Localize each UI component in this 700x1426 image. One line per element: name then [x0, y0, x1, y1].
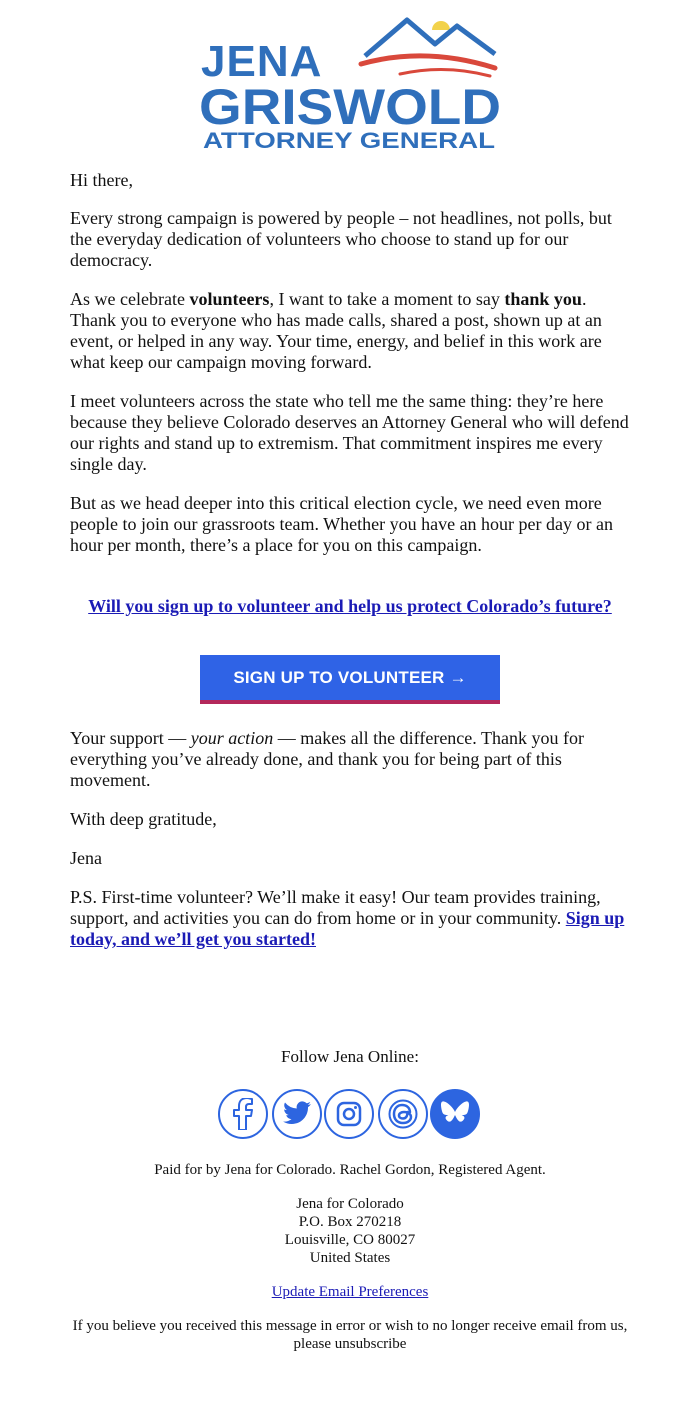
p2-text-c: , I want to take a moment to say — [269, 289, 505, 309]
threads-icon[interactable] — [378, 1089, 428, 1139]
paragraph-3: I meet volunteers across the state who tell me the same thing: they’re here because they believe Colorado deserves an Attorney General who will defend our rights and stand up to extremism. That commitment inspires me every single day. — [70, 391, 629, 474]
ps-signup-link[interactable]: Sign up today, and we’ll get you started! — [70, 908, 625, 949]
paragraph-4: But as we head deeper into this critical election cycle, we need even more people to join our grassroots team. Whether you have an hour per day or an hour per month, there’s a place for you on this campaign. — [70, 493, 614, 555]
p2-bold-volunteers: volunteers — [189, 289, 270, 309]
paragraph-1: Every strong campaign is powered by people – not headlines, not polls, but the everyday dedication of volunteers who choose to stand up for our democracy. — [70, 208, 612, 270]
p5-italic: your action — [190, 728, 274, 748]
volunteer-question — [60, 596, 640, 617]
logo-line-2: GRISWOLD — [199, 79, 501, 135]
ps-text: P.S. First-time volunteer? We’ll make it easy! Our team provides training, support, and activities you can do from home or in your community. — [70, 887, 601, 928]
paid-for-disclaimer: Paid for by Jena for Colorado. Rachel Gordon, Registered Agent. — [154, 1162, 546, 1178]
logo-line-3: ATTORNEY GENERAL — [203, 128, 495, 153]
social-links — [218, 1089, 488, 1143]
p5-text-c: — makes all the difference. Thank you for everything you’ve already done, and thank you for being part of this movement. — [70, 728, 584, 790]
paragraph-2 — [70, 289, 635, 373]
update-preferences-link[interactable]: Update Email Preferences — [271, 1284, 429, 1300]
p2-text-e: . Thank you to everyone who has made calls, shared a post, shown up at an event, or helped in any way. Your time, energy, and belief in this work are what keep our campaign moving forward. — [70, 289, 602, 372]
address-line: United States — [309, 1250, 391, 1266]
p2-text-a: As we celebrate — [70, 289, 190, 309]
campaign-logo — [195, 14, 505, 154]
sign-up-volunteer-button[interactable]: SIGN UP TO VOLUNTEER → — [200, 655, 500, 704]
address-line: Louisville, CO 80027 — [284, 1232, 416, 1248]
paragraph-5 — [70, 728, 635, 791]
closing: With deep gratitude, — [70, 809, 217, 829]
logo-line-1: JENA — [201, 37, 323, 86]
address-line: P.O. Box 270218 — [298, 1214, 402, 1230]
postscript — [70, 887, 635, 950]
address-block — [0, 1195, 700, 1267]
signature: Jena — [70, 848, 102, 868]
follow-heading: Follow Jena Online: — [281, 1047, 419, 1066]
preferences-row — [0, 1283, 700, 1301]
facebook-icon[interactable] — [218, 1089, 268, 1139]
unsubscribe-note: If you believe you received this message in error or wish to no longer receive email from us, please unsubscribe — [72, 1318, 628, 1352]
bluesky-icon[interactable] — [430, 1089, 480, 1139]
address-line: Jena for Colorado — [296, 1196, 404, 1212]
p2-bold-thank-you: thank you — [504, 289, 582, 309]
greeting: Hi there, — [70, 170, 133, 190]
logo-graphic — [195, 14, 505, 154]
p5-text-a: Your support — — [70, 728, 191, 748]
volunteer-link[interactable]: Will you sign up to volunteer and help us protect Colorado’s future? — [88, 596, 612, 616]
instagram-icon[interactable] — [324, 1089, 374, 1139]
twitter-icon[interactable] — [272, 1089, 322, 1139]
